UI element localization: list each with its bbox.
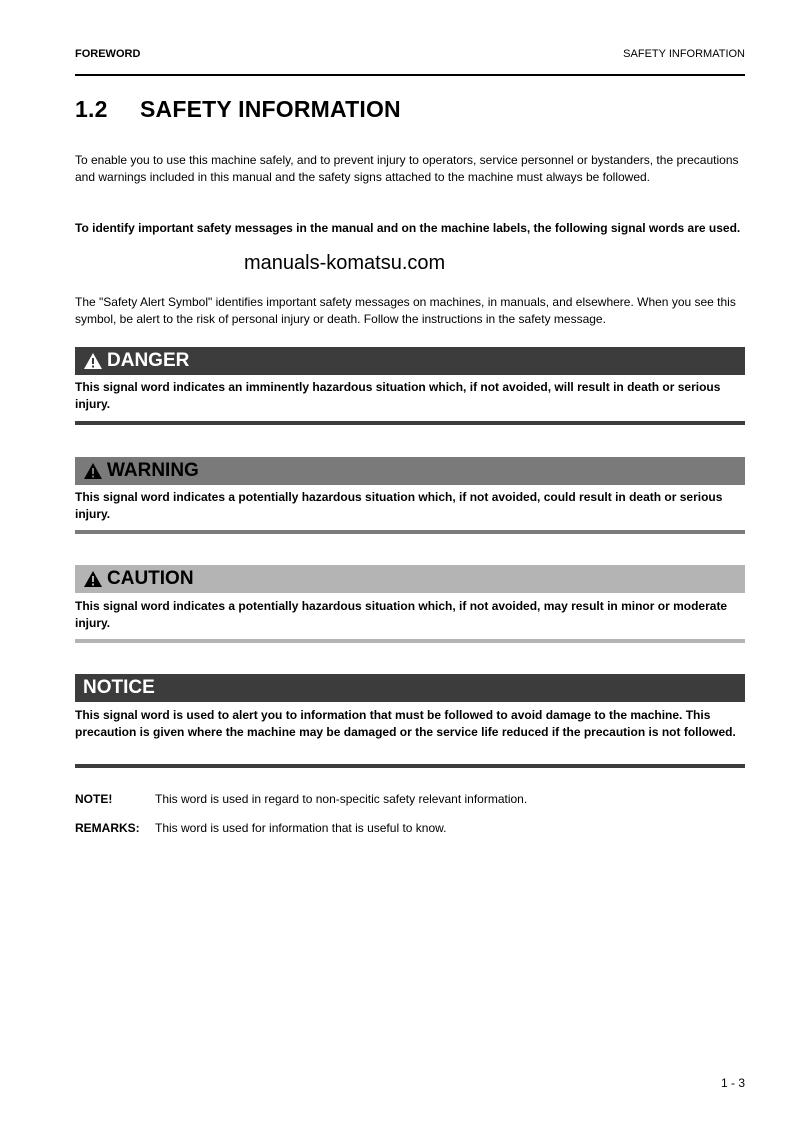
running-header-left: FOREWORD	[75, 48, 141, 60]
watermark-text: manuals-komatsu.com	[244, 252, 446, 274]
notice-label: NOTICE	[83, 677, 155, 698]
warning-rule	[75, 530, 745, 534]
section-title	[75, 96, 401, 123]
danger-text: This signal word indicates an imminently hazardous situation which, if not avoided, will result in death or serious injury.	[75, 380, 721, 411]
caution-label: CAUTION	[107, 568, 194, 589]
page-number: 1 - 3	[720, 1076, 745, 1090]
section-number: 1.2	[75, 96, 108, 122]
signal-words-intro: To identify important safety messages in the manual and on the machine labels, the following signal words are used.	[75, 221, 741, 235]
warning-triangle-icon	[83, 462, 103, 480]
note-label: NOTE!	[75, 792, 113, 806]
danger-rule	[75, 421, 745, 425]
caution-rule	[75, 639, 745, 643]
warning-label: WARNING	[107, 460, 199, 481]
running-header-right: SAFETY INFORMATION	[623, 48, 745, 60]
notice-rule	[75, 764, 745, 768]
danger-label: DANGER	[107, 350, 190, 371]
danger-banner	[75, 347, 745, 375]
section-title-text: SAFETY INFORMATION	[140, 96, 401, 122]
intro-paragraph: To enable you to use this machine safely, and to prevent injury to operators, service personnel or bystanders, the precautions and warnings included in this manual and the safety signs attached to the machine must always be followed.	[75, 153, 739, 184]
caution-text: This signal word indicates a potentially hazardous situation which, if not avoided, may result in minor or moderate injury.	[75, 599, 728, 630]
warning-triangle-icon	[83, 570, 103, 588]
warning-text: This signal word indicates a potentially hazardous situation which, if not avoided, could result in death or serious injury.	[75, 490, 723, 521]
warning-triangle-icon	[83, 352, 103, 370]
notice-text: This signal word is used to alert you to information that must be followed to avoid damage to the machine. This precaution is given where the machine may be damaged or the service life reduced if the precaution is not followed.	[75, 708, 736, 739]
caution-banner	[75, 565, 745, 593]
alert-symbol-paragraph: The "Safety Alert Symbol" identifies important safety messages on machines, in manuals, and elsewhere. When you see this symbol, be alert to the risk of personal injury or death. Follow the instructions in the safety message.	[75, 295, 736, 326]
remarks-text: This word is used for information that is useful to know.	[155, 821, 447, 835]
notice-banner	[75, 674, 745, 702]
remarks-label: REMARKS:	[75, 821, 140, 835]
header-rule	[75, 74, 745, 76]
warning-banner	[75, 457, 745, 485]
note-text: This word is used in regard to non-specitic safety relevant information.	[155, 792, 528, 806]
